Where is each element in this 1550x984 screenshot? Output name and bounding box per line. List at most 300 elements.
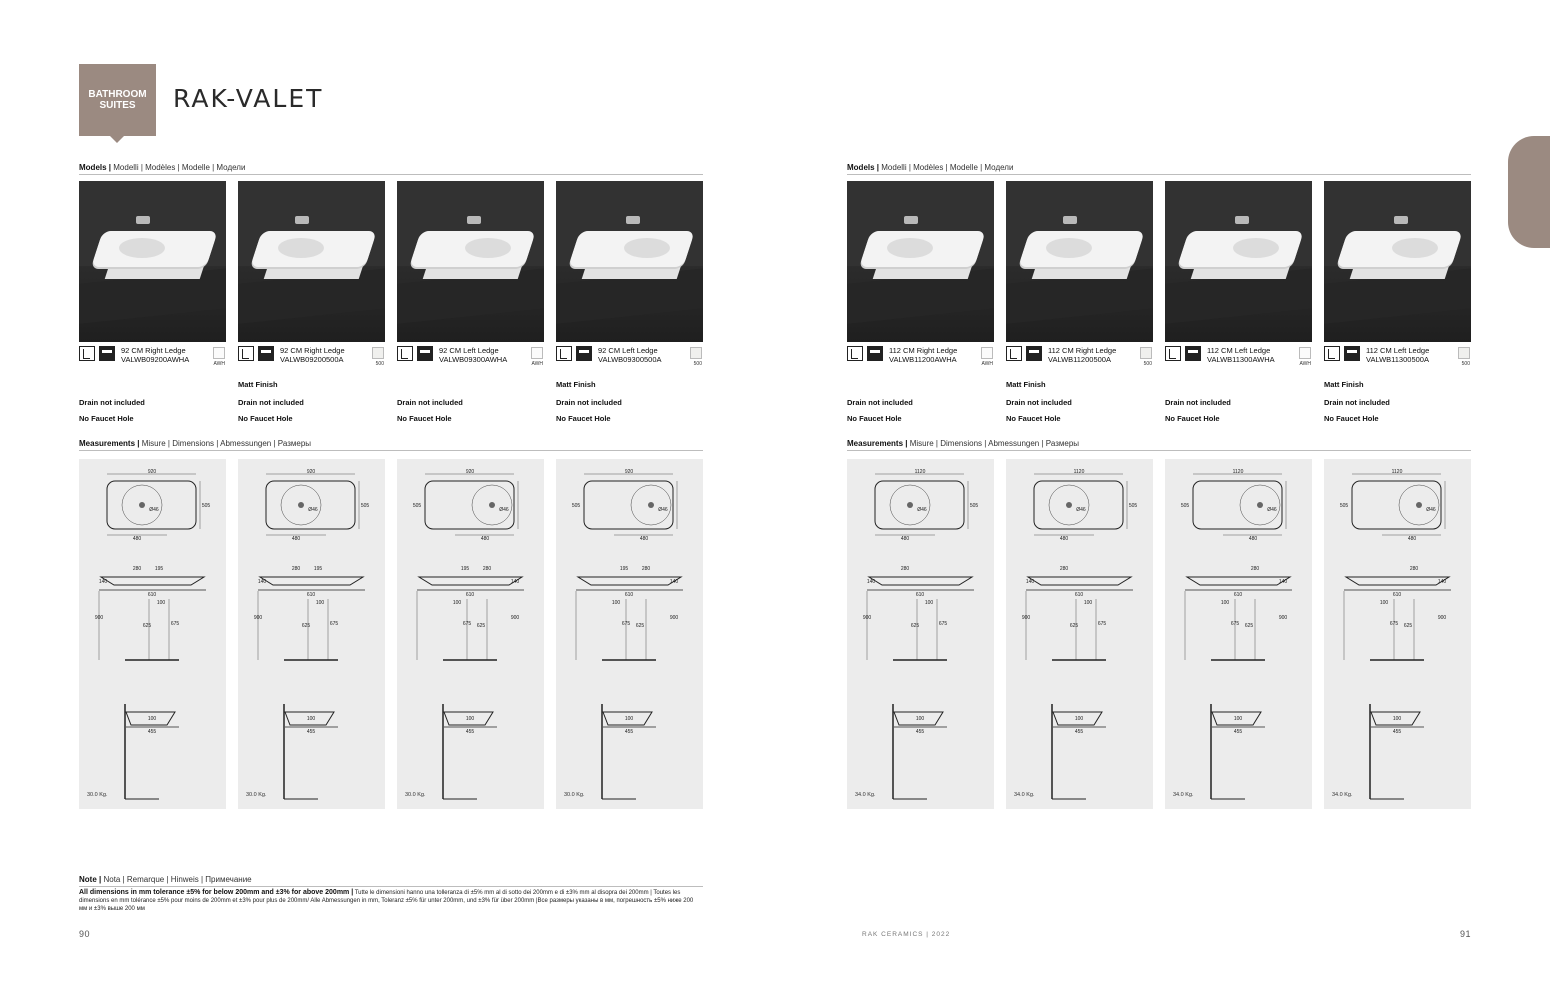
dim-100-label: 100 bbox=[624, 716, 634, 722]
width-label: 920 bbox=[147, 469, 157, 475]
matt-finish-label: Matt Finish bbox=[556, 380, 596, 389]
drain-label: Drain not included bbox=[1165, 398, 1231, 407]
product-name bbox=[1366, 346, 1429, 364]
models-heading-rest: Modelli | Modèles | Modelle | Модели bbox=[879, 163, 1014, 172]
top-view-outline bbox=[266, 481, 355, 529]
width-label: 1120 bbox=[1232, 469, 1244, 475]
weight-label: 30.0 Kg. bbox=[246, 792, 267, 798]
badge-line-2: SUITES bbox=[99, 100, 136, 111]
drain-point bbox=[298, 502, 304, 508]
dim-280-label: 280 bbox=[900, 566, 910, 572]
drawing-svg bbox=[1165, 459, 1312, 809]
wall-mount-icon bbox=[238, 346, 254, 361]
dim-610-label: 610 bbox=[1074, 592, 1084, 598]
matt-finish-label: Matt Finish bbox=[1324, 380, 1364, 389]
offset-label: 480 bbox=[480, 536, 490, 542]
faucet-icon bbox=[626, 216, 640, 224]
top-view-outline bbox=[875, 481, 964, 529]
front-view-outline bbox=[1187, 577, 1290, 585]
weight-label: 34.0 Kg. bbox=[1173, 792, 1194, 798]
models-heading bbox=[79, 163, 703, 175]
dim-100-label: 100 bbox=[1379, 600, 1389, 606]
drain-point bbox=[489, 502, 495, 508]
faucet-icon bbox=[1394, 216, 1408, 224]
dim-675-label: 675 bbox=[938, 621, 948, 627]
front-view-outline bbox=[419, 577, 522, 585]
product-code: VALWB11200AWHA bbox=[889, 355, 957, 364]
countertop-icon bbox=[99, 346, 115, 361]
dim-100-label: 100 bbox=[465, 716, 475, 722]
wall-mount-icon bbox=[1006, 346, 1022, 361]
drawing-svg bbox=[1006, 459, 1153, 809]
product-photo bbox=[847, 181, 994, 342]
dim-100-label: 100 bbox=[1220, 600, 1230, 606]
wall-mount-icon bbox=[847, 346, 863, 361]
drain-point bbox=[1416, 502, 1422, 508]
finish-swatch[interactable] bbox=[1140, 347, 1152, 359]
finish-code: 500 bbox=[1143, 361, 1152, 367]
drain-label: Drain not included bbox=[79, 398, 145, 407]
depth-label: 505 bbox=[969, 503, 979, 509]
dim-100-label: 100 bbox=[147, 716, 157, 722]
matt-finish-label: Matt Finish bbox=[238, 380, 278, 389]
faucet-hole-label: No Faucet Hole bbox=[556, 414, 611, 423]
product-info bbox=[556, 346, 703, 370]
product-info bbox=[238, 346, 385, 370]
front-view-outline bbox=[578, 577, 681, 585]
finish-swatch[interactable] bbox=[1458, 347, 1470, 359]
section-badge bbox=[79, 64, 156, 136]
product-title: 112 CM Right Ledge bbox=[889, 346, 958, 355]
front-view-outline bbox=[98, 577, 204, 585]
dim-140-label: 140 bbox=[866, 579, 876, 585]
product-code: VALWB11300AWHA bbox=[1207, 355, 1275, 364]
dim-455-label: 455 bbox=[1074, 729, 1084, 735]
finish-swatch[interactable] bbox=[213, 347, 225, 359]
sink-base bbox=[1191, 265, 1291, 279]
dim-100-label: 100 bbox=[1083, 600, 1093, 606]
countertop-icon bbox=[867, 346, 883, 361]
product-code: VALWB11300500A bbox=[1366, 355, 1429, 364]
faucet-hole-label: No Faucet Hole bbox=[1006, 414, 1061, 423]
dim-900-label: 900 bbox=[1278, 615, 1288, 621]
dim-900-label: 900 bbox=[510, 615, 520, 621]
front-view-outline bbox=[1346, 577, 1449, 585]
product-photo bbox=[79, 181, 226, 342]
dim-140-label: 140 bbox=[1025, 579, 1035, 585]
product-info bbox=[1324, 346, 1471, 370]
dim-280-label: 280 bbox=[482, 566, 492, 572]
dim-195-label: 195 bbox=[619, 566, 629, 572]
sink-bowl bbox=[1392, 238, 1438, 258]
dim-455-label: 455 bbox=[306, 729, 316, 735]
sink-base bbox=[1350, 265, 1450, 279]
depth-label: 505 bbox=[571, 503, 581, 509]
dim-195-label: 195 bbox=[460, 566, 470, 572]
dim-140-label: 140 bbox=[98, 579, 108, 585]
faucet-icon bbox=[1063, 216, 1077, 224]
offset-label: 480 bbox=[291, 536, 301, 542]
dim-610-label: 610 bbox=[306, 592, 316, 598]
drain-label: Drain not included bbox=[1006, 398, 1072, 407]
top-view-outline bbox=[425, 481, 514, 529]
product-code: VALWB09200AWHA bbox=[121, 355, 190, 364]
side-tab[interactable] bbox=[1508, 136, 1550, 248]
dim-625-label: 625 bbox=[635, 623, 645, 629]
dim-900-label: 900 bbox=[1021, 615, 1031, 621]
drawing-svg bbox=[238, 459, 385, 809]
note-body-text: Tutte le dimensioni hanno una tolleranza di ±5% mm al di sotto dei 200mm e di ±3% mm al disopra dei 200mm | Toutes les dimensions en mm tolérance ±5% pour moins de 200mm et ±3% pour plus de 200mm/ Alle Abmessungen in mm, Toleranz ±5% für unter 200mm, und ±3% für über 200mm |Все размеры указаны в мм, погрешность ±5% ниже 200 мм и ±3% выше 200 мм bbox=[79, 890, 694, 912]
drain-label: Drain not included bbox=[556, 398, 622, 407]
sink-bowl bbox=[119, 238, 165, 258]
product-title: 92 CM Right Ledge bbox=[280, 346, 345, 355]
wall-mount-icon bbox=[79, 346, 95, 361]
dim-100-label: 100 bbox=[1074, 716, 1084, 722]
dim-625-label: 625 bbox=[1403, 623, 1413, 629]
product-name bbox=[889, 346, 957, 364]
dim-900-label: 900 bbox=[669, 615, 679, 621]
drain-label: Drain not included bbox=[397, 398, 463, 407]
measurements-heading bbox=[79, 439, 703, 451]
finish-code: AWH bbox=[1299, 361, 1311, 367]
dim-455-label: 455 bbox=[1233, 729, 1243, 735]
product-title: 92 CM Left Ledge bbox=[598, 346, 658, 355]
technical-drawing bbox=[556, 459, 703, 809]
top-view-outline bbox=[107, 481, 196, 529]
product-photo bbox=[238, 181, 385, 342]
measurements-heading bbox=[847, 439, 1471, 451]
dim-280-label: 280 bbox=[1250, 566, 1260, 572]
product-photo bbox=[397, 181, 544, 342]
product-code: VALWB09200500A bbox=[280, 355, 344, 364]
countertop-icon bbox=[1026, 346, 1042, 361]
dim-100-label: 100 bbox=[315, 600, 325, 606]
wall-mount-icon bbox=[397, 346, 413, 361]
dim-140-label: 140 bbox=[669, 579, 679, 585]
measurements-heading-rest: Misure | Dimensions | Abmessungen | Размеры bbox=[907, 439, 1080, 448]
dim-675-label: 675 bbox=[329, 621, 339, 627]
faucet-icon bbox=[1235, 216, 1249, 224]
models-heading-bold: Models | bbox=[847, 163, 880, 172]
dim-100-label: 100 bbox=[1392, 716, 1402, 722]
product-info bbox=[1006, 346, 1153, 370]
technical-drawing bbox=[1165, 459, 1312, 809]
dim-675-label: 675 bbox=[462, 621, 472, 627]
dim-280-label: 280 bbox=[1059, 566, 1069, 572]
finish-code: 500 bbox=[693, 361, 702, 367]
product-info bbox=[79, 346, 226, 370]
weight-label: 30.0 Kg. bbox=[564, 792, 585, 798]
width-label: 920 bbox=[465, 469, 475, 475]
dim-100-label: 100 bbox=[915, 716, 925, 722]
dim-900-label: 900 bbox=[94, 615, 104, 621]
product-info bbox=[847, 346, 994, 370]
width-label: 920 bbox=[624, 469, 634, 475]
bowl-diameter-label: Ø46 bbox=[658, 507, 668, 513]
bowl-diameter-label: Ø46 bbox=[1076, 507, 1086, 513]
product-photo bbox=[556, 181, 703, 342]
sink-base bbox=[264, 265, 364, 279]
countertop-icon bbox=[576, 346, 592, 361]
depth-label: 505 bbox=[1339, 503, 1349, 509]
width-label: 920 bbox=[306, 469, 316, 475]
weight-label: 34.0 Kg. bbox=[855, 792, 876, 798]
product-name bbox=[1048, 346, 1116, 364]
finish-swatch[interactable] bbox=[690, 347, 702, 359]
note-heading-rest: Nota | Remarque | Hinweis | Примечание bbox=[101, 875, 252, 884]
top-view-outline bbox=[1034, 481, 1123, 529]
product-name bbox=[1207, 346, 1275, 364]
weight-label: 34.0 Kg. bbox=[1332, 792, 1353, 798]
dim-900-label: 900 bbox=[862, 615, 872, 621]
faucet-hole-label: No Faucet Hole bbox=[238, 414, 293, 423]
sink-bowl bbox=[465, 238, 511, 258]
bowl-diameter-label: Ø46 bbox=[1267, 507, 1277, 513]
dim-625-label: 625 bbox=[476, 623, 486, 629]
dim-140-label: 140 bbox=[1437, 579, 1447, 585]
dim-610-label: 610 bbox=[1233, 592, 1243, 598]
dim-625-label: 625 bbox=[1244, 623, 1254, 629]
product-info bbox=[1165, 346, 1312, 370]
drain-label: Drain not included bbox=[847, 398, 913, 407]
offset-label: 480 bbox=[900, 536, 910, 542]
models-heading-rest: Modelli | Modèles | Modelle | Модели bbox=[111, 163, 246, 172]
drain-point bbox=[1257, 502, 1263, 508]
faucet-hole-label: No Faucet Hole bbox=[1324, 414, 1379, 423]
finish-swatch[interactable] bbox=[1299, 347, 1311, 359]
product-photo bbox=[1165, 181, 1312, 342]
product-info bbox=[397, 346, 544, 370]
measurements-heading-bold: Measurements | bbox=[79, 439, 140, 448]
bowl-diameter-label: Ø46 bbox=[308, 507, 318, 513]
dim-610-label: 610 bbox=[147, 592, 157, 598]
note-heading bbox=[79, 875, 703, 887]
dim-195-label: 195 bbox=[313, 566, 323, 572]
countertop-icon bbox=[1185, 346, 1201, 361]
technical-drawing bbox=[847, 459, 994, 809]
dim-280-label: 280 bbox=[132, 566, 142, 572]
note-bold-text: All dimensions in mm tolerance ±5% for below 200mm and ±3% for above 200mm | bbox=[79, 889, 354, 896]
product-title: 112 CM Left Ledge bbox=[1207, 346, 1271, 355]
dim-280-label: 280 bbox=[641, 566, 651, 572]
page-title: RAK-VALET bbox=[173, 84, 324, 113]
dim-610-label: 610 bbox=[1392, 592, 1402, 598]
depth-label: 505 bbox=[360, 503, 370, 509]
width-label: 1120 bbox=[914, 469, 926, 475]
dim-675-label: 675 bbox=[1097, 621, 1107, 627]
depth-label: 505 bbox=[1128, 503, 1138, 509]
finish-code: AWH bbox=[981, 361, 993, 367]
dim-140-label: 140 bbox=[510, 579, 520, 585]
front-view-outline bbox=[257, 577, 363, 585]
depth-label: 505 bbox=[201, 503, 211, 509]
dim-625-label: 625 bbox=[1069, 623, 1079, 629]
width-label: 1120 bbox=[1391, 469, 1403, 475]
finish-swatch[interactable] bbox=[981, 347, 993, 359]
dim-280-label: 280 bbox=[1409, 566, 1419, 572]
badge-line-1: BATHROOM bbox=[88, 89, 147, 100]
sink-bowl bbox=[1233, 238, 1279, 258]
wall-mount-icon bbox=[1165, 346, 1181, 361]
dim-610-label: 610 bbox=[915, 592, 925, 598]
dim-900-label: 900 bbox=[1437, 615, 1447, 621]
technical-drawing bbox=[1324, 459, 1471, 809]
technical-drawing bbox=[1006, 459, 1153, 809]
finish-swatch[interactable] bbox=[531, 347, 543, 359]
dim-455-label: 455 bbox=[1392, 729, 1402, 735]
dim-900-label: 900 bbox=[253, 615, 263, 621]
sink-bowl bbox=[887, 238, 933, 258]
bowl-diameter-label: Ø46 bbox=[499, 507, 509, 513]
sink-bowl bbox=[1046, 238, 1092, 258]
drawing-svg bbox=[79, 459, 226, 809]
dim-455-label: 455 bbox=[147, 729, 157, 735]
product-title: 92 CM Left Ledge bbox=[439, 346, 499, 355]
product-row bbox=[847, 181, 1471, 342]
dim-100-label: 100 bbox=[611, 600, 621, 606]
dim-675-label: 675 bbox=[1389, 621, 1399, 627]
faucet-icon bbox=[467, 216, 481, 224]
finish-code: 500 bbox=[1461, 361, 1470, 367]
countertop-icon bbox=[417, 346, 433, 361]
sink-base bbox=[105, 265, 205, 279]
drain-point bbox=[139, 502, 145, 508]
finish-code: AWH bbox=[213, 361, 225, 367]
depth-label: 505 bbox=[1180, 503, 1190, 509]
drawing-svg bbox=[556, 459, 703, 809]
drawing-svg bbox=[847, 459, 994, 809]
bowl-diameter-label: Ø46 bbox=[917, 507, 927, 513]
drawing-svg bbox=[397, 459, 544, 809]
dim-675-label: 675 bbox=[621, 621, 631, 627]
width-label: 1120 bbox=[1073, 469, 1085, 475]
dim-140-label: 140 bbox=[1278, 579, 1288, 585]
offset-label: 480 bbox=[1248, 536, 1258, 542]
product-code: VALWB09300AWHA bbox=[439, 355, 508, 364]
sink-base bbox=[423, 265, 523, 279]
finish-code: AWH bbox=[531, 361, 543, 367]
dim-625-label: 625 bbox=[142, 623, 152, 629]
sink-bowl bbox=[278, 238, 324, 258]
note-text bbox=[79, 889, 703, 913]
product-name bbox=[439, 346, 507, 364]
faucet-hole-label: No Faucet Hole bbox=[79, 414, 134, 423]
dim-455-label: 455 bbox=[624, 729, 634, 735]
bowl-diameter-label: Ø46 bbox=[149, 507, 159, 513]
drain-point bbox=[907, 502, 913, 508]
product-title: 92 CM Right Ledge bbox=[121, 346, 186, 355]
weight-label: 30.0 Kg. bbox=[87, 792, 108, 798]
note-heading-bold: Note | bbox=[79, 875, 102, 884]
dim-455-label: 455 bbox=[915, 729, 925, 735]
faucet-hole-label: No Faucet Hole bbox=[1165, 414, 1220, 423]
product-name bbox=[598, 346, 662, 364]
drain-label: Drain not included bbox=[238, 398, 304, 407]
dim-100-label: 100 bbox=[1233, 716, 1243, 722]
product-title: 112 CM Right Ledge bbox=[1048, 346, 1117, 355]
weight-label: 34.0 Kg. bbox=[1014, 792, 1035, 798]
finish-code: 500 bbox=[375, 361, 384, 367]
dim-100-label: 100 bbox=[924, 600, 934, 606]
product-name bbox=[280, 346, 345, 364]
faucet-hole-label: No Faucet Hole bbox=[397, 414, 452, 423]
dim-455-label: 455 bbox=[465, 729, 475, 735]
offset-label: 480 bbox=[132, 536, 142, 542]
dim-675-label: 675 bbox=[170, 621, 180, 627]
top-view-outline bbox=[1193, 481, 1282, 529]
dim-100-label: 100 bbox=[452, 600, 462, 606]
sink-base bbox=[1032, 265, 1132, 279]
drain-label: Drain not included bbox=[1324, 398, 1390, 407]
models-heading-bold: Models | bbox=[79, 163, 112, 172]
faucet-icon bbox=[904, 216, 918, 224]
dim-195-label: 195 bbox=[154, 566, 164, 572]
dim-610-label: 610 bbox=[465, 592, 475, 598]
front-view-outline bbox=[1025, 577, 1131, 585]
product-title: 112 CM Left Ledge bbox=[1366, 346, 1430, 355]
dim-140-label: 140 bbox=[257, 579, 267, 585]
dim-610-label: 610 bbox=[624, 592, 634, 598]
product-photo bbox=[1324, 181, 1471, 342]
offset-label: 480 bbox=[1407, 536, 1417, 542]
top-view-outline bbox=[584, 481, 673, 529]
dim-100-label: 100 bbox=[306, 716, 316, 722]
page-number-right: 91 bbox=[1460, 929, 1472, 939]
technical-drawing bbox=[397, 459, 544, 809]
front-view-outline bbox=[866, 577, 972, 585]
page-number-left: 90 bbox=[79, 929, 91, 939]
top-view-outline bbox=[1352, 481, 1441, 529]
product-row bbox=[79, 181, 703, 342]
drawing-svg bbox=[1324, 459, 1471, 809]
faucet-hole-label: No Faucet Hole bbox=[847, 414, 902, 423]
product-photo bbox=[1006, 181, 1153, 342]
footer-brand: RAK CERAMICS | 2022 bbox=[862, 931, 951, 938]
countertop-icon bbox=[1344, 346, 1360, 361]
finish-swatch[interactable] bbox=[372, 347, 384, 359]
sink-bowl bbox=[624, 238, 670, 258]
dim-280-label: 280 bbox=[291, 566, 301, 572]
product-name bbox=[121, 346, 189, 364]
technical-drawing bbox=[238, 459, 385, 809]
faucet-icon bbox=[136, 216, 150, 224]
models-heading bbox=[847, 163, 1471, 175]
product-code: VALWB09300500A bbox=[598, 355, 662, 364]
depth-label: 505 bbox=[412, 503, 422, 509]
sink-base bbox=[873, 265, 973, 279]
dim-625-label: 625 bbox=[301, 623, 311, 629]
offset-label: 480 bbox=[639, 536, 649, 542]
measurements-heading-rest: Misure | Dimensions | Abmessungen | Размеры bbox=[139, 439, 312, 448]
drain-point bbox=[1066, 502, 1072, 508]
weight-label: 30.0 Kg. bbox=[405, 792, 426, 798]
dim-675-label: 675 bbox=[1230, 621, 1240, 627]
wall-mount-icon bbox=[1324, 346, 1340, 361]
wall-mount-icon bbox=[556, 346, 572, 361]
dim-625-label: 625 bbox=[910, 623, 920, 629]
sink-base bbox=[582, 265, 682, 279]
matt-finish-label: Matt Finish bbox=[1006, 380, 1046, 389]
countertop-icon bbox=[258, 346, 274, 361]
faucet-icon bbox=[295, 216, 309, 224]
dim-100-label: 100 bbox=[156, 600, 166, 606]
drain-point bbox=[648, 502, 654, 508]
offset-label: 480 bbox=[1059, 536, 1069, 542]
bowl-diameter-label: Ø46 bbox=[1426, 507, 1436, 513]
product-code: VALWB11200500A bbox=[1048, 355, 1111, 364]
measurements-heading-bold: Measurements | bbox=[847, 439, 908, 448]
technical-drawing bbox=[79, 459, 226, 809]
